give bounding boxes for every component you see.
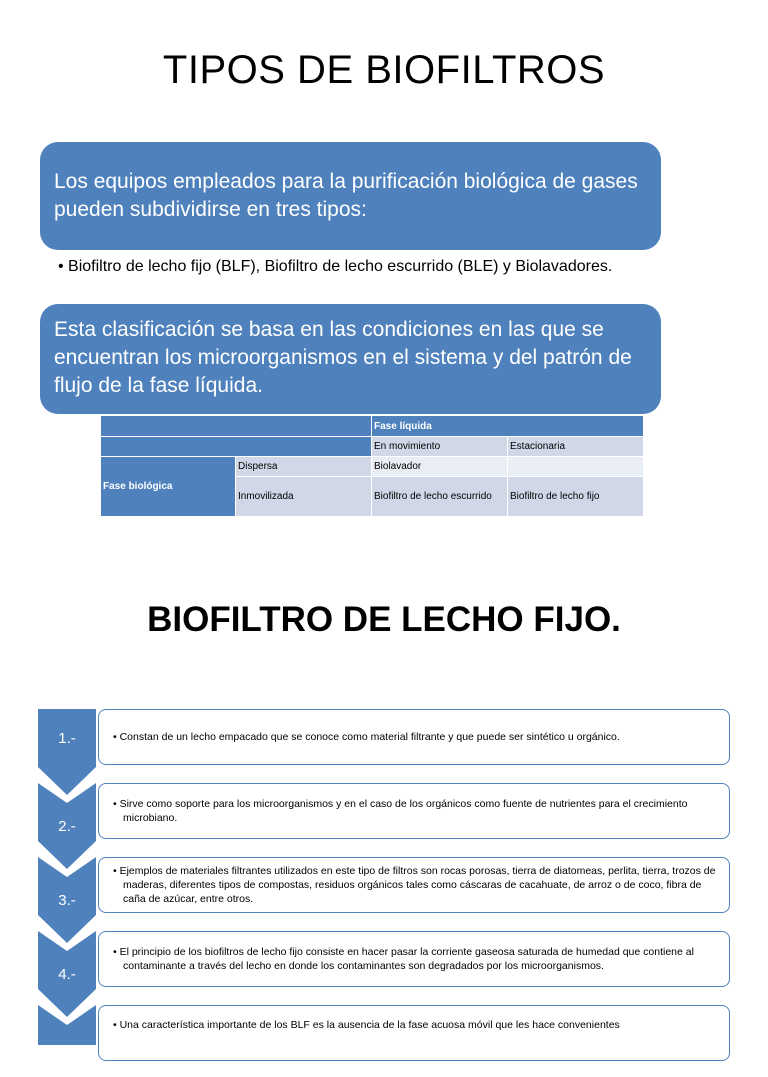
classification-table — [100, 415, 644, 517]
header-estacionaria: Estacionaria — [508, 437, 644, 457]
intro-text: Los equipos empleados para la purificación biológica de gases pueden subdividirse en tres tipos: — [54, 170, 638, 221]
header-fase-liquida: Fase líquida — [372, 416, 644, 437]
step-4 — [38, 931, 732, 989]
cell-dispersa-estacionaria — [508, 457, 644, 477]
header-en-movimiento: En movimiento — [372, 437, 508, 457]
table-blank-cell — [101, 437, 372, 457]
step-2 — [38, 783, 732, 841]
table-corner-cell — [101, 416, 372, 437]
row-dispersa: Dispersa — [236, 457, 372, 477]
step-text: • Ejemplos de materiales filtrantes utilizados en este tipo de filtros son rocas porosas, tierra de diatomeas, perlita, tierra, trozos de maderas, diferentes tipos de compostas, residuos orgánicos tales como cáscaras de cacahuate, de arroz o de coco, fibra de caña de azúcar, entre otros. — [113, 865, 716, 905]
step-card — [98, 709, 730, 765]
step-number: 3.- — [58, 891, 76, 909]
step-card — [98, 857, 730, 913]
cell-lecho-fijo: Biofiltro de lecho fijo — [508, 477, 644, 517]
step-text: • Constan de un lecho empacado que se conoce como material filtrante y que puede ser sintético u orgánico. — [113, 731, 620, 743]
step-card — [98, 1005, 730, 1061]
step-text: • Sirve como soporte para los microorganismos y en el caso de los orgánicos como fuente de nutrientes para el crecimiento microbiano. — [113, 798, 688, 824]
slide-title-lecho-fijo: BIOFILTRO DE LECHO FIJO. — [147, 600, 621, 639]
cell-biolavador: Biolavador — [372, 457, 508, 477]
header-fase-biologica: Fase biológica — [101, 457, 236, 517]
step-number: 4.- — [58, 965, 76, 983]
step-number — [38, 1019, 96, 1077]
cell-lecho-escurrido: Biofiltro de lecho escurrido — [372, 477, 508, 517]
classification-text: Esta clasificación se basa en las condiciones en las que se encuentran los microorganismos en el sistema y del patrón de flujo de la fase líquida. — [54, 318, 632, 397]
step-5 — [38, 1005, 732, 1063]
types-bullet: • Biofiltro de lecho fijo (BLF), Biofiltro de lecho escurrido (BLE) y Biolavadores. — [58, 258, 613, 275]
step-number: 1.- — [58, 729, 76, 747]
row-inmovilizada: Inmovilizada — [236, 477, 372, 517]
step-1 — [38, 709, 732, 767]
step-card — [98, 783, 730, 839]
step-text: • Una característica importante de los BLF es la ausencia de la fase acuosa móvil que les hace convenientes — [113, 1019, 620, 1031]
intro-box — [40, 142, 661, 250]
step-card — [98, 931, 730, 987]
step-text: • El principio de los biofiltros de lecho fijo consiste en hacer pasar la corriente gaseosa saturada de humedad que contiene al contaminante a través del lecho en donde los contaminantes son degradados por los microorganismos. — [113, 946, 694, 972]
slide-title-tipos: TIPOS DE BIOFILTROS — [162, 48, 606, 92]
step-number: 2.- — [58, 817, 76, 835]
step-3 — [38, 857, 732, 915]
classification-box — [40, 304, 661, 414]
